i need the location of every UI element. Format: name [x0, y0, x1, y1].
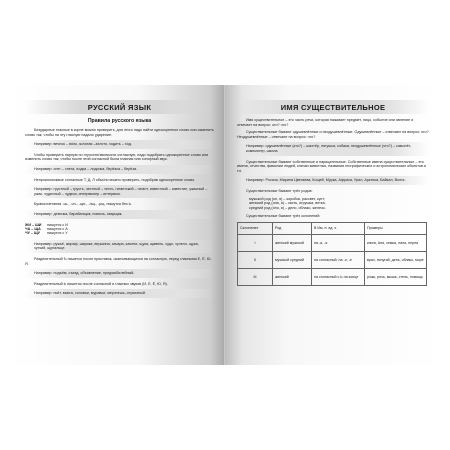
column-header: Примеры: [365, 222, 427, 234]
example-box: Например: одушевлённые (кто?) – шахтёр, лягушка, собака; неодушевлённые (что?) – самолёт, компьютер, школа.: [237, 142, 429, 155]
declension-table: [237, 222, 427, 286]
right-page-title: ИМЯ СУЩЕСТВИТЕЛЬНОЕ: [280, 102, 386, 112]
paragraph: Существительные бывают трёх родов:: [246, 188, 313, 193]
table-row: [238, 268, 427, 285]
rule-value: пишутся с У: [47, 231, 68, 236]
table-header-row: [238, 222, 427, 234]
table-cell: книга, Аня, семья, папа, нерпа: [365, 234, 427, 251]
paragraph: Существительные бывают собственные и нарицательные. Собственные имена существительные – это имена, отчества, фамилии людей, клички животных, названия географических и астрономических объектов и т.п.: [237, 159, 426, 173]
example-box: Например: грустный – грусть, честный – честь, гигантский – гигант, известный – известие, ужасный – ужас, чудесный – чудеса, интервьюер – интервью.: [25, 185, 214, 198]
left-page-title-banner: [25, 100, 214, 114]
rule-value: пишутся с А: [47, 226, 68, 231]
paragraph: Существительные бывают одушевлённые и неодушевлённые. Одушевлённые – отвечают на вопрос: кто? Неодушевлённые – отвечают на вопрос: что?: [237, 130, 429, 139]
spelling-rules-list: [25, 223, 214, 236]
paragraph: Чтобы проверить парную по глухости/звонкости согласную, надо подобрать однокоренное слово или изменить слово так, чтобы после этой согласной была гласная или сонорный звук.: [25, 152, 209, 162]
table-cell: врач, попугай, день, облако, море: [365, 251, 427, 268]
table-cell: на -а, -я: [312, 234, 365, 251]
example-box: Например: снег – снега, лодка – лодочка, берёзка – берёза.: [25, 165, 214, 174]
list-item: мужской род (он, я) – коробок, рассвет, куст;: [249, 196, 326, 201]
column-header: Род: [273, 222, 312, 234]
left-page: [9, 85, 225, 365]
example-box: Например: пьёт, вьюга, соловьи, муравьи, мерзнешь, серьезный.: [25, 289, 214, 298]
example-box: Например: вечнок – вóлк, золотая –зóлото, ходить – хóд.: [25, 140, 214, 149]
example-box: Например: девочка, барабанщик, помочь, сварщик.: [25, 210, 214, 219]
paragraph: Разделительный Ь пишется после согласной и гласных звуков (И, Е, Ё, Ю, Я).: [34, 281, 168, 286]
table-row: [238, 234, 427, 251]
table-cell: III: [238, 268, 273, 285]
table-cell: мужской средний: [273, 251, 312, 268]
example-box: Например: Россия, Марина Цветаева, Кощей, Мурка, Африка, Урал, Арктика, Байкал, Волга.: [237, 176, 429, 185]
example-box: Например: подъём, съезд, объявление, предъюбилейный.: [25, 269, 214, 278]
rule-key: ЖИ – ШИ: [25, 222, 42, 227]
paragraph: Имя существительное – это часть речи, которая называет предмет, лицо, событие или явление и отвечает на вопрос: кто? что?: [237, 118, 414, 127]
column-header: В Им. п. ед. ч.: [312, 222, 365, 234]
list-item: женский род (она, я) – кисть, игрушка, ветка;: [249, 201, 326, 206]
gender-list: [249, 197, 429, 211]
right-page: [225, 85, 441, 365]
column-header: Склонение: [238, 222, 273, 234]
rule-value: пишутся с И: [47, 222, 68, 227]
right-page-title-banner: [237, 100, 429, 114]
paragraph: Безударные гласные в корне можно проверить, для этого надо найти однокоренное слово или изменить слово так, чтобы на эту гласную падало ударение.: [25, 128, 214, 137]
rule-key: ЧУ – ЩУ: [25, 231, 41, 236]
paragraph: Буквосочетания -чк-, -чн-, -щн-, -нщ-, -рщ- пишутся без Ь.: [34, 202, 133, 207]
rule-row: [25, 231, 214, 235]
table-cell: II: [238, 251, 273, 268]
left-page-title: РУССКИЙ ЯЗЫК: [87, 102, 152, 112]
table-row: [238, 251, 427, 268]
table-cell: женский: [273, 268, 312, 285]
list-item: средний род (оно, я) – дело, облако, железо.: [249, 205, 326, 210]
paragraph: Существительные бывают трёх склонений:: [246, 214, 321, 219]
table-cell: рожь, речь, мышь, степь, помощь: [365, 268, 427, 285]
example-box: Например: ружьё, жираф, шарика, вершина, сачара, качели, щука, щавель, чудо, чучело, щука, чуткий, щупальце.: [25, 240, 214, 253]
table-cell: I: [238, 234, 273, 251]
paragraph: Разделительный Ъ пишется после приставок, оканчивающихся на согласную, перед гласными Е, Ё, Ю, Я.: [25, 256, 212, 266]
rules-subtitle: Правила русского языка: [87, 118, 152, 124]
table-cell: на согласный; на -о, -е: [312, 251, 365, 268]
open-book: [9, 85, 441, 365]
paragraph: Непроизносимые согласные Т, Д, Л обычно можно проверить, подобрав однокоренное слово.: [34, 177, 196, 182]
rule-key: ЧА – ЩА: [25, 226, 41, 231]
table-cell: женский мужской: [273, 234, 312, 251]
table-cell: на согласный с Ь на конце: [312, 268, 365, 285]
